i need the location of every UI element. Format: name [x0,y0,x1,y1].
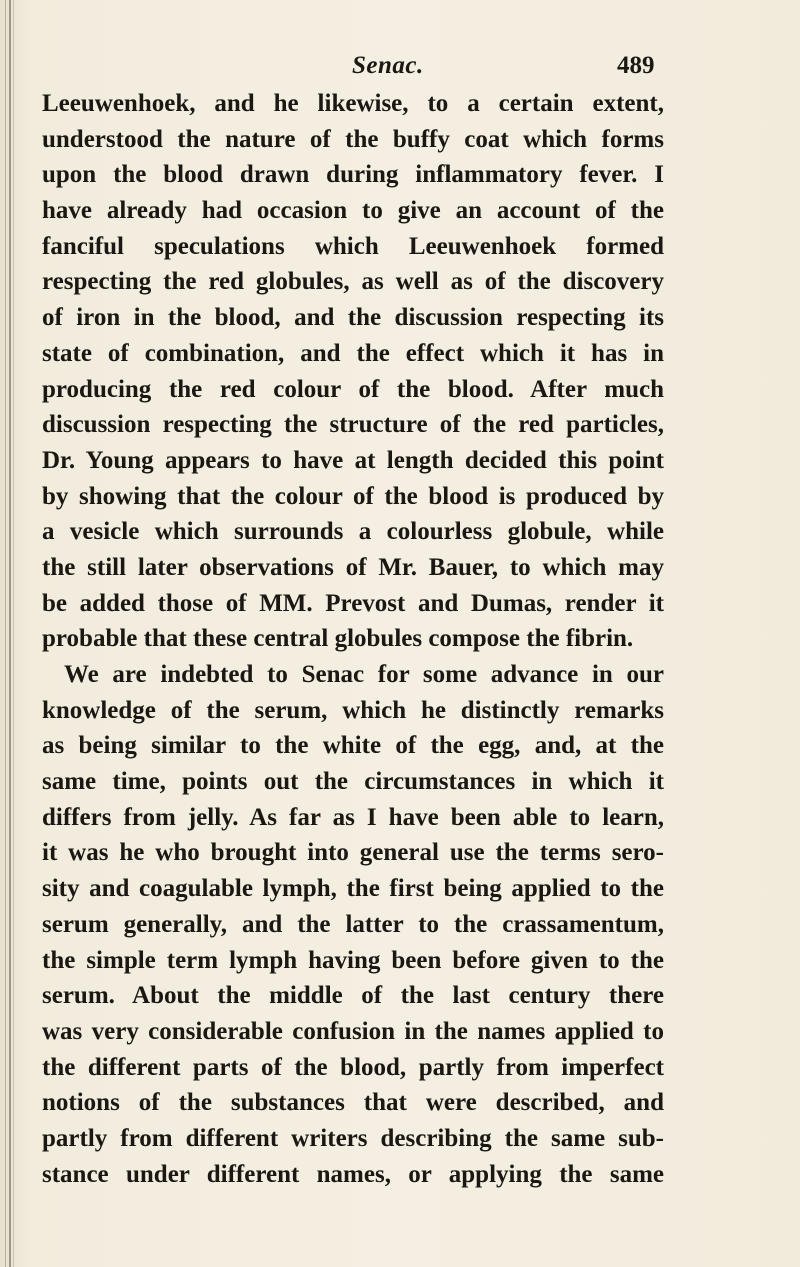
text-line-12: by showing that the colour of the blood is produced by [42,482,664,510]
text-line-18: knowledge of the serum, which he distinctly remarks [42,696,664,724]
binding-gutter-line [9,0,11,1267]
text-line-14: the still later observations of Mr. Bauer, to which may [42,553,664,581]
text-line-16: probable that these central globules compose the fibrin. [42,625,634,653]
running-title: Senac. [352,52,424,79]
text-line-29: notions of the substances that were described, and [42,1089,664,1117]
text-line-7: of iron in the blood, and the discussion respecting its [42,304,664,332]
page-number: 489 [617,52,655,79]
text-line-26: serum. About the middle of the last century there [42,982,664,1010]
text-line-9: producing the red colour of the blood. After much [42,375,664,403]
text-line-13: a vesicle which surrounds a colourless globule, while [42,518,664,546]
text-line-6: respecting the red globules, as well as of the discovery [42,268,664,296]
text-line-27: was very considerable confusion in the names applied to [42,1017,664,1045]
text-line-3: upon the blood drawn during inflammatory fever. I [42,161,664,189]
text-line-11: Dr. Young appears to have at length decided this point [42,446,664,474]
text-line-4: have already had occasion to give an account of the [42,197,664,225]
text-line-24: serum generally, and the latter to the crassamentum, [42,910,664,938]
text-line-28: the different parts of the blood, partly from imperfect [42,1053,664,1081]
text-line-20: same time, points out the circumstances in which it [42,768,664,796]
running-head [0,52,800,88]
body-text [42,86,664,1192]
binding-gutter-line-outer [5,0,6,1267]
binding-gutter-line-inner [13,0,14,1267]
text-line-21: differs from jelly. As far as I have been able to learn, [42,803,664,831]
text-line-19: as being similar to the white of the egg, and, at the [42,732,664,760]
text-line-10: discussion respecting the structure of the red particles, [42,411,664,439]
text-line-31: stance under different names, or applying the same [42,1160,664,1188]
text-line-1: Leeuwenhoek, and he likewise, to a certain extent, [42,90,664,117]
text-line-8: state of combination, and the effect which it has in [42,339,664,367]
text-line-25: the simple term lymph having been before given to the [42,946,664,974]
text-line-30: partly from different writers describing the same sub- [42,1124,664,1152]
text-line-5: fanciful speculations which Leeuwenhoek formed [42,232,664,260]
text-line-22: it was he who brought into general use the terms sero- [42,839,664,867]
text-line-23: sity and coagulable lymph, the first being applied to the [42,875,664,903]
text-line-2: understood the nature of the buffy coat which forms [42,125,664,153]
text-line-15: be added those of MM. Prevost and Dumas, render it [42,589,664,617]
text-line-17: We are indebted to Senac for some advance in our [64,661,664,688]
